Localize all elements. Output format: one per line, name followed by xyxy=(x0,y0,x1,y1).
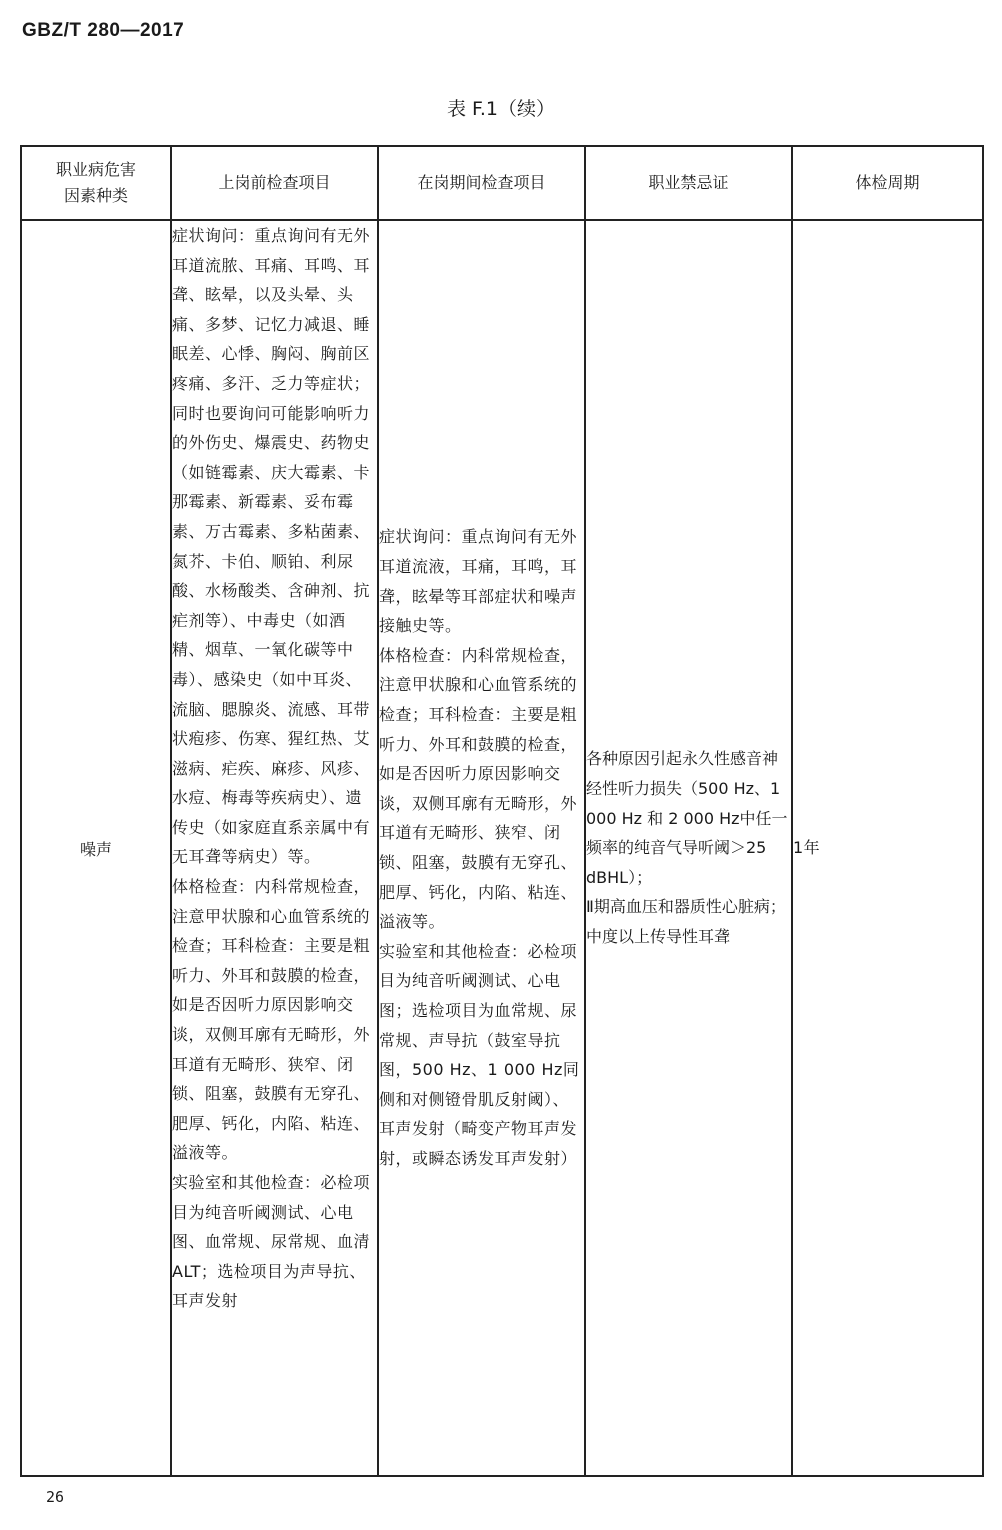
hazard-category-cell xyxy=(21,220,171,1476)
col-header-hazard-line2: 因素种类 xyxy=(63,186,128,205)
col-header-on-duty: 在岗期间检查项目 xyxy=(378,146,585,220)
pre-employment-physical-exam: 体格检查：内科常规检查，注意甲状腺和心血管系统的检查；耳科检查：主要是粗听力、外耳和鼓膜的检查，如是否因听力原因影响交谈，双侧耳廓有无畸形，外耳道有无畸形、狭窄、闭锁、阻塞，鼓膜有无穿孔、肥厚、钙化，内陷、粘连、溢液等。 xyxy=(172,877,371,1163)
col-header-pre-employment: 上岗前检查项目 xyxy=(171,146,378,220)
on-duty-symptom-inquiry: 症状询问：重点询问有无外耳道流液，耳痛，耳鸣，耳聋，眩晕等耳部症状和噪声接触史等。 xyxy=(379,527,578,636)
standard-id: GBZ/T 280—2017 xyxy=(22,20,185,41)
table-row xyxy=(21,220,983,1476)
exam-table xyxy=(20,145,984,1477)
page-number: 26 xyxy=(46,1488,65,1506)
on-duty-lab-tests: 实验室和其他检查：必检项目为纯音听阈测试、心电图；选检项目为血常规、尿常规、声导抗（鼓室导抗图，500 Hz、1 000 Hz同侧和对侧镫骨肌反射阈）、耳声发射（畸变产物耳声发射，或瞬态诱发耳声发射） xyxy=(379,941,580,1168)
col-header-contraindications: 职业禁忌证 xyxy=(585,146,792,220)
contraindication-hypertension: Ⅱ期高血压和器质性心脏病； xyxy=(586,897,786,917)
table-title: 表 F.1（续） xyxy=(446,98,556,120)
col-header-period: 体检周期 xyxy=(792,146,983,220)
contraindication-hearing-loss: 各种原因引起永久性感音神经性听力损失（500 Hz、1 000 Hz 和 2 000 Hz中任一频率的纯音气导听阈＞25 dBHL）； xyxy=(586,749,788,887)
on-duty-physical-exam: 体格检查：内科常规检查，注意甲状腺和心血管系统的检查；耳科检查：主要是粗听力、外耳和鼓膜的检查，如是否因听力原因影响交谈，双侧耳廓有无畸形，外耳道有无畸形、狭窄、闭锁、阻塞，鼓膜有无穿孔、肥厚、钙化，内陷、粘连、溢液等。 xyxy=(379,645,578,932)
pre-employment-symptom-inquiry: 症状询问：重点询问有无外耳道流脓、耳痛、耳鸣、耳聋、眩晕，以及头晕、头痛、多梦、记忆力减退、睡眠差、心悸、胸闷、胸前区疼痛、多汗、乏力等症状；同时也要询问可能影响听力的外伤史、爆震史、药物史（如链霉素、庆大霉素、卡那霉素、新霉素、妥布霉素、万古霉素、多粘菌素、氮芥、卡伯、顺铂、利尿酸、水杨酸类、含砷剂、抗疟剂等）、中毒史（如酒精、烟草、一氧化碳等中毒）、感染史（如中耳炎、流脑、腮腺炎、流感、耳带状疱疹、伤寒、猩红热、艾滋病、疟疾、麻疹、风疹、水痘、梅毒等疾病史）、遗传史（如家庭直系亲属中有无耳聋等病史）等。 xyxy=(172,226,371,867)
on-duty-cell xyxy=(378,220,585,1476)
col-header-hazard-category xyxy=(21,146,171,220)
table-header-row xyxy=(21,146,983,220)
pre-employment-lab-tests: 实验室和其他检查：必检项目为纯音听阈测试、心电图、血常规、尿常规、血清 ALT；选检项目为声导抗、耳声发射 xyxy=(172,1173,371,1311)
hazard-category: 噪声 xyxy=(79,839,112,859)
col-header-hazard-line1: 职业病危害 xyxy=(55,160,136,179)
pre-employment-cell xyxy=(171,220,378,1476)
contraindications-cell xyxy=(585,220,792,1476)
exam-period: 1年 xyxy=(793,838,821,858)
period-cell xyxy=(792,220,983,1476)
contraindication-conductive-deafness: 中度以上传导性耳聋 xyxy=(586,926,731,946)
